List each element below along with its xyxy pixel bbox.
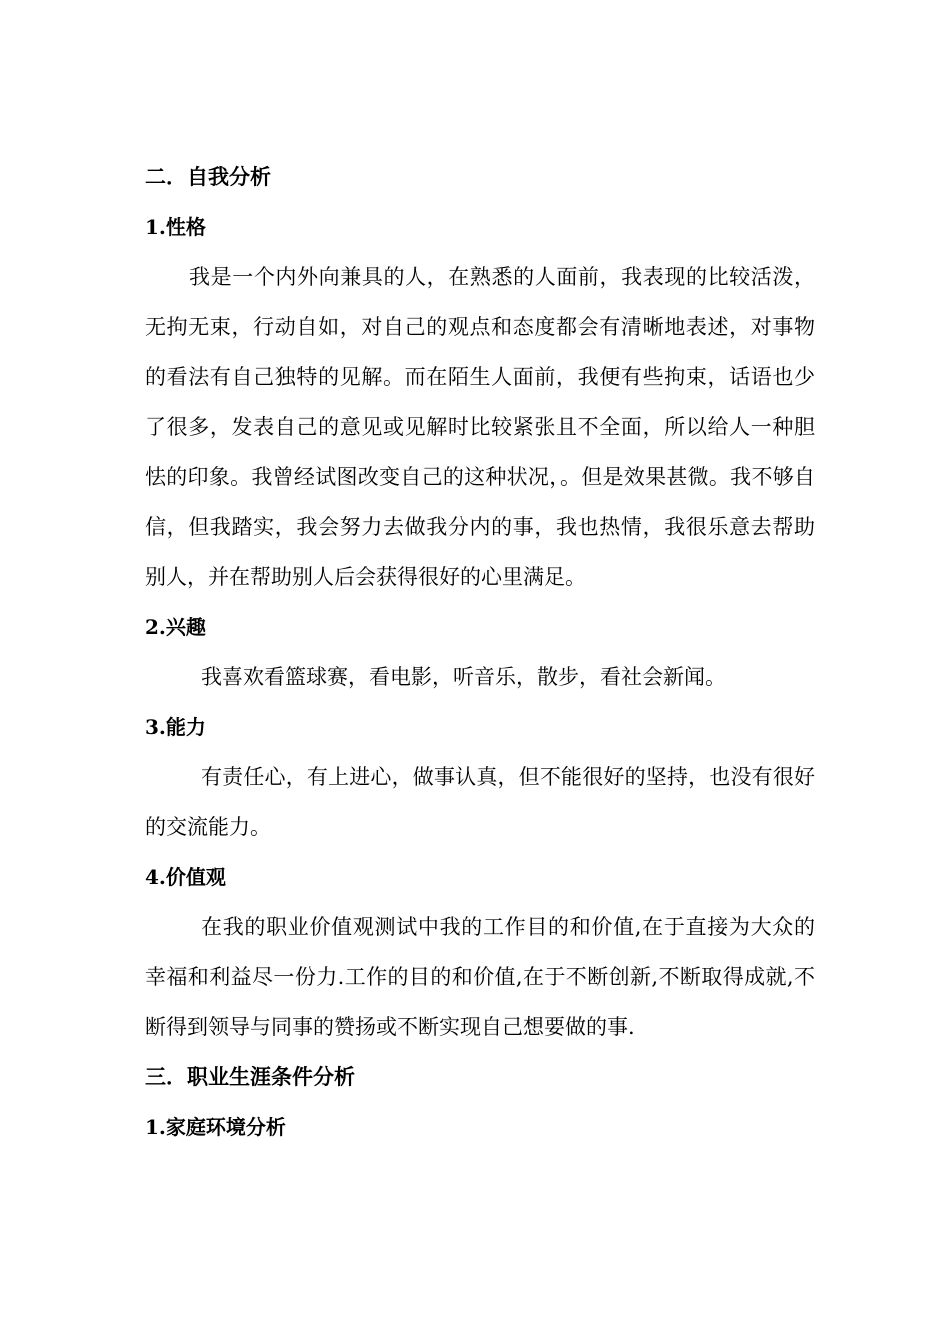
document-page <box>145 152 815 1152</box>
paragraph-abilities: 有责任心，有上进心，做事认真，但不能很好的坚持，也没有很好的交流能力。 <box>145 765 815 839</box>
section-title-self-analysis: 二．自我分析 <box>145 164 271 189</box>
paragraph-values: 在我的职业价值观测试中我的工作目的和价值,在于直接为大众的幸福和利益尽一份力.工作的目的和价值,在于不断创新,不断取得成就,不断得到领导与同事的赞扬或不断实现自己想要做的事. <box>145 915 815 1039</box>
subheading-personality: 1.性格 <box>145 215 206 239</box>
subheading-interests: 2.兴趣 <box>145 615 206 639</box>
paragraph-interests: 我喜欢看篮球赛，看电影，听音乐，散步，看社会新闻。 <box>201 665 726 689</box>
subheading-abilities: 3.能力 <box>145 715 206 739</box>
subheading-values: 4.价值观 <box>145 865 226 889</box>
section-title-career-conditions: 三．职业生涯条件分析 <box>145 1064 355 1089</box>
subheading-family-environment: 1.家庭环境分析 <box>145 1115 286 1139</box>
paragraph-personality: 我是一个内外向兼具的人，在熟悉的人面前，我表现的比较活泼，无拘无束，行动自如，对自己的观点和态度都会有清晰地表述，对事物的看法有自己独特的见解。而在陌生人面前，我便有些拘束，话语也少了很多，发表自己的意见或见解时比较紧张且不全面，所以给人一种胆怯的印象。我曾经试图改变自己的这种状况，。但是效果甚微。我不够自信，但我踏实，我会努力去做我分内的事，我也热情，我很乐意去帮助别人，并在帮助别人后会获得很好的心里满足。 <box>145 265 815 589</box>
